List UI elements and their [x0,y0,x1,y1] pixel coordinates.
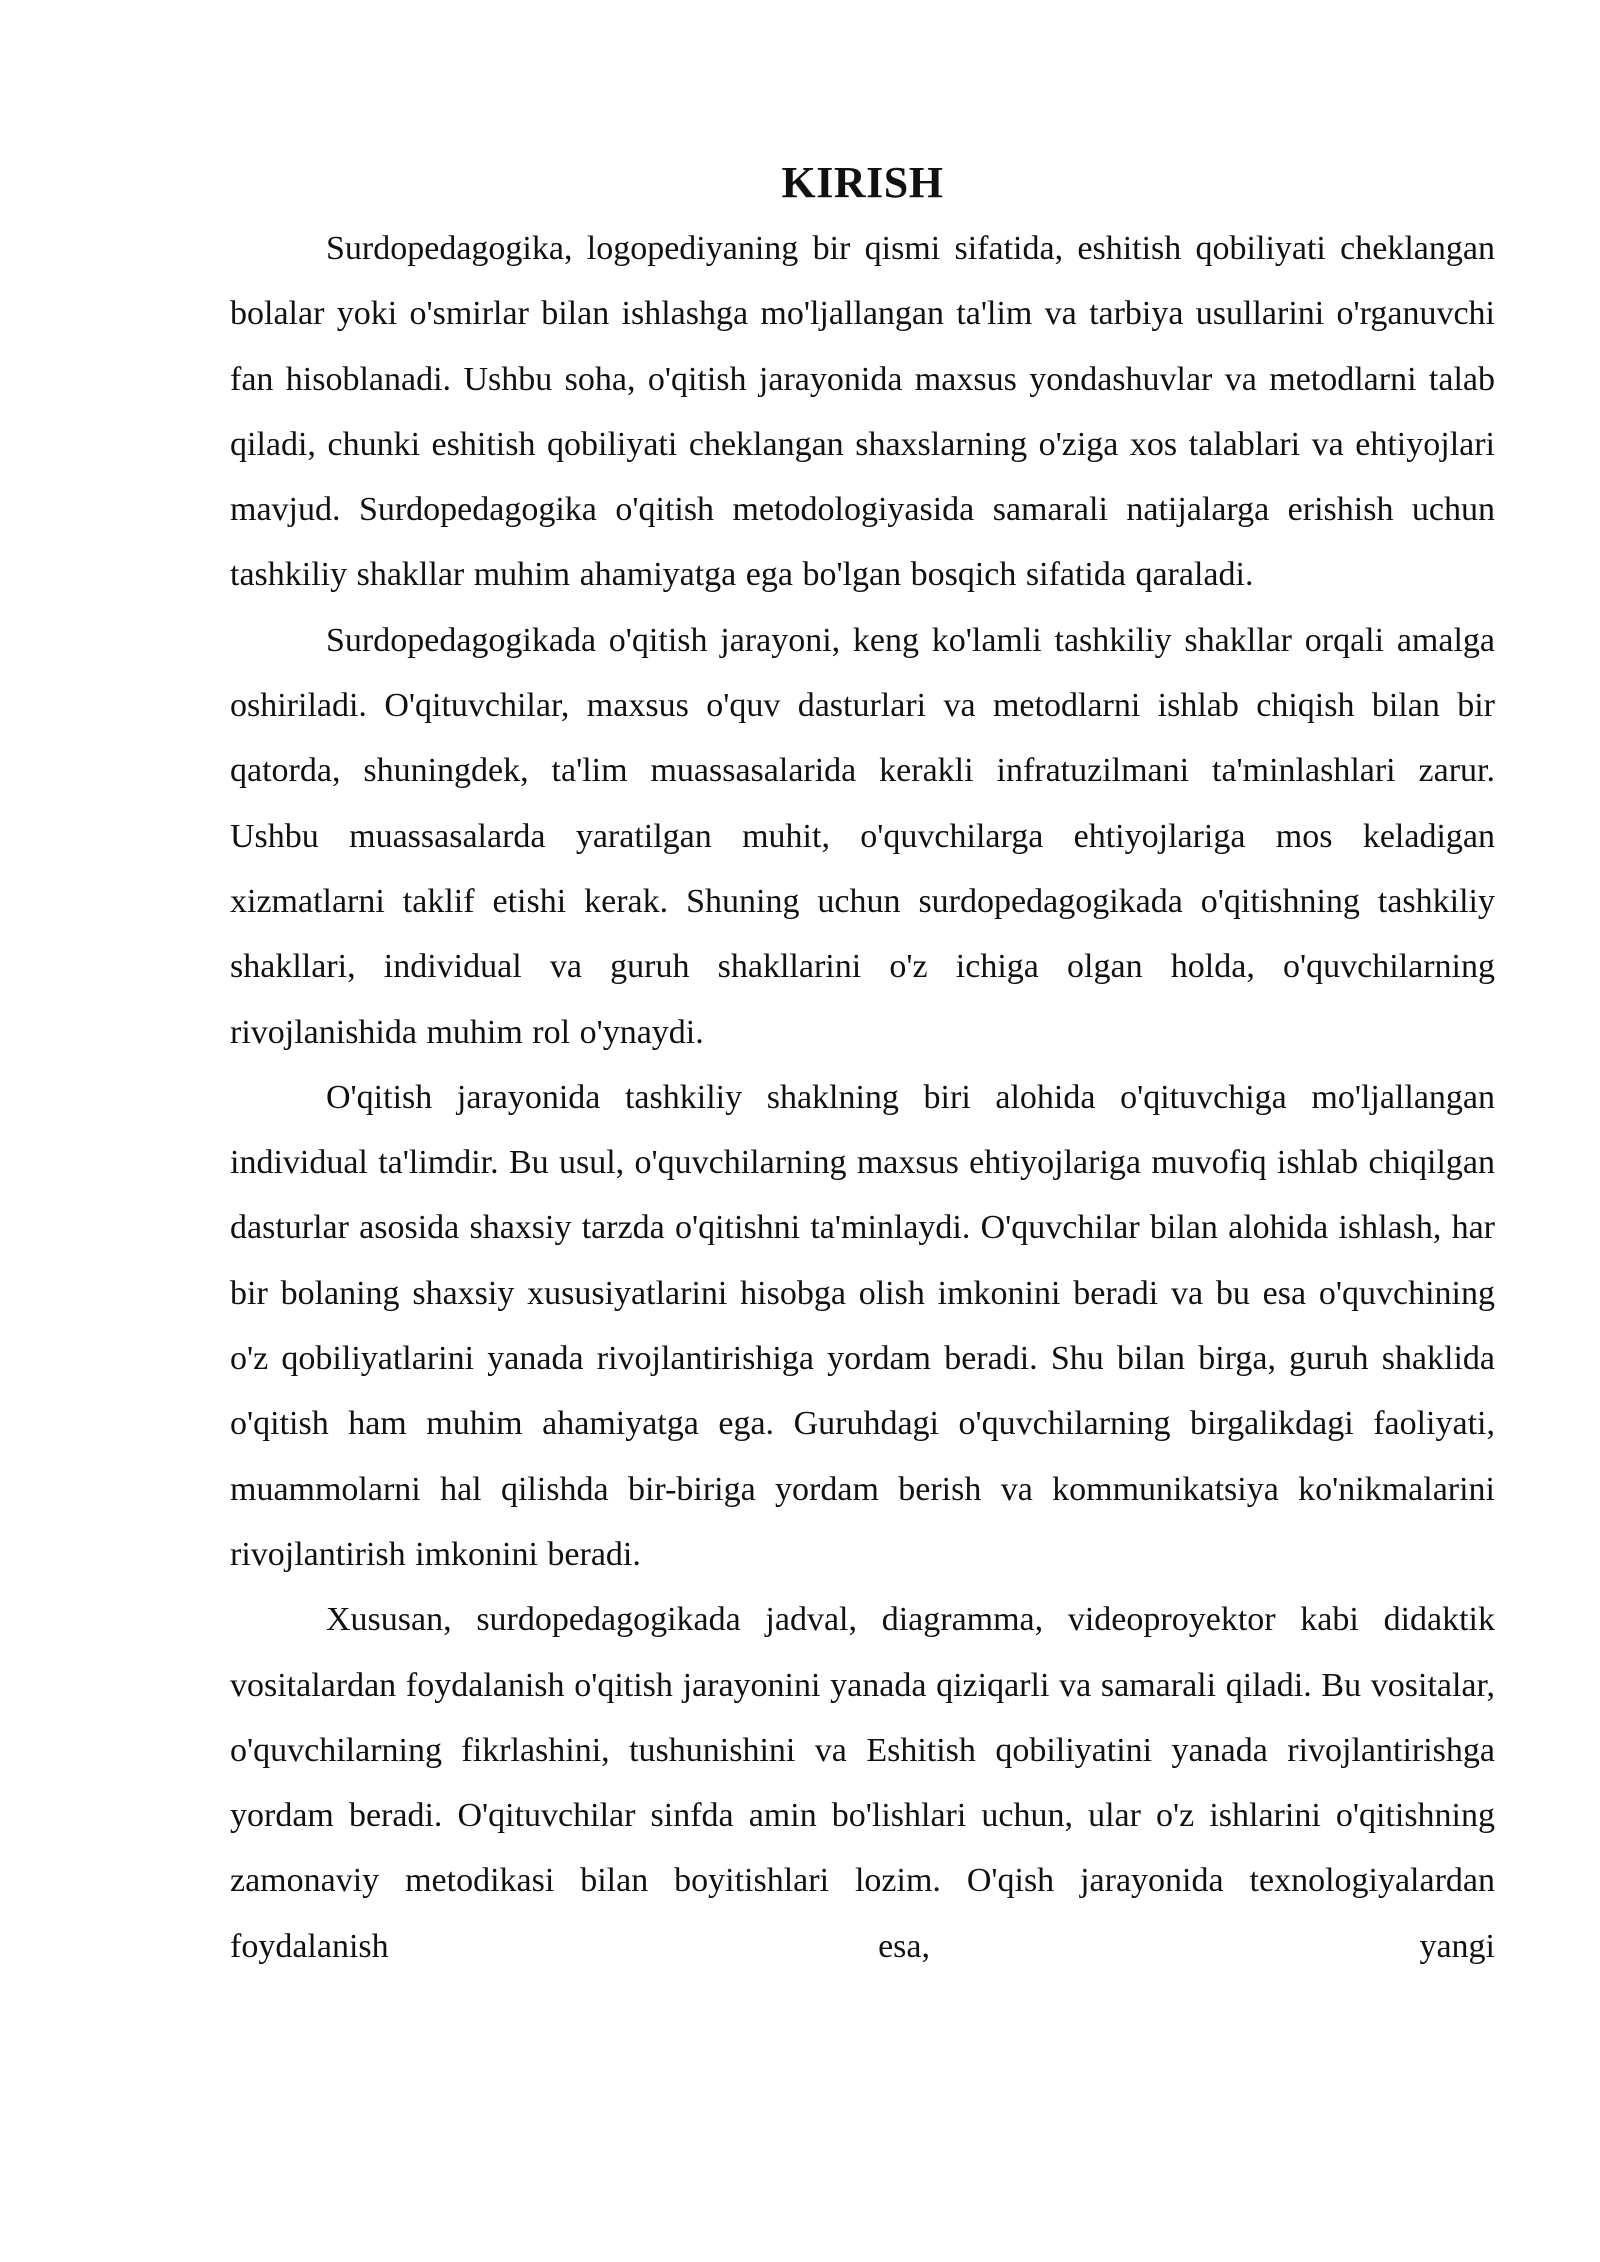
paragraph-4: Xususan, surdopedagogikada jadval, diagramma, videoproyektor kabi didaktik vositalardan foydalanish o'qitish jarayonini yanada qiziqarli va samarali qiladi. Bu vositalar, o'quvchilarning fikrlashini, tushunishini va Eshitish qobiliyatini yanada rivojlantirishga yordam beradi. O'qituvchilar sinfda amin bo'lishlari uchun, ular o'z ishlarini o'qitishning zamonaviy metodikasi bilan boyitishlari lozim. O'qish jarayonida texnologiyalardan foydalanish esa, yangi [230,1601,1495,1965]
paragraph-2: Surdopedagogikada o'qitish jarayoni, keng ko'lamli tashkiliy shakllar orqali amalga oshiriladi. O'qituvchilar, maxsus o'quv dasturlari va metodlarni ishlab chiqish bilan bir qatorda, shuningdek, ta'lim muassasalarida kerakli infratuzilmani ta'minlashlari zarur. Ushbu muassasalarda yaratilgan muhit, o'quvchilarga ehtiyojlariga mos keladigan xizmatlarni taklif etishi kerak. Shuning uchun surdopedagogikada o'qitishning tashkiliy shakllari, individual va guruh shakllarini o'z ichiga olgan holda, o'quvchilarning rivojlanishida muhim rol o'ynaydi. [230,621,1495,1051]
page-title: KIRISH [781,158,944,207]
paragraph-1: Surdopedagogika, logopediyaning bir qismi sifatida, eshitish qobiliyati cheklangan bolalar yoki o'smirlar bilan ishlashga mo'ljallangan ta'lim va tarbiya usullarini o'rganuvchi fan hisoblanadi. Ushbu soha, o'qitish jarayonida maxsus yondashuvlar va metodlarni talab qiladi, chunki eshitish qobiliyati cheklangan shaxslarning o'ziga xos talablari va ehtiyojlari mavjud. Surdopedagogika o'qitish metodologiyasida samarali natijalarga erishish uchun tashkiliy shakllar muhim ahamiyatga ega bo'lgan bosqich sifatida qaraladi. [230,230,1495,594]
paragraph-3: O'qitish jarayonida tashkiliy shaklning biri alohida o'qituvchiga mo'ljallangan individual ta'limdir. Bu usul, o'quvchilarning maxsus ehtiyojlariga muvofiq ishlab chiqilgan dasturlar asosida shaxsiy tarzda o'qitishni ta'minlaydi. O'quvchilar bilan alohida ishlash, har bir bolaning shaxsiy xususiyatlarini hisobga olish imkonini beradi va bu esa o'quvchining o'z qobiliyatlarini yanada rivojlantirishiga yordam beradi. Shu bilan birga, guruh shaklida o'qitish ham muhim ahamiyatga ega. Guruhdagi o'quvchilarning birgalikdagi faoliyati, muammolarni hal qilishda bir-biriga yordam berish va kommunikatsiya ko'nikmalarini rivojlantirish imkonini beradi. [230,1078,1495,1573]
